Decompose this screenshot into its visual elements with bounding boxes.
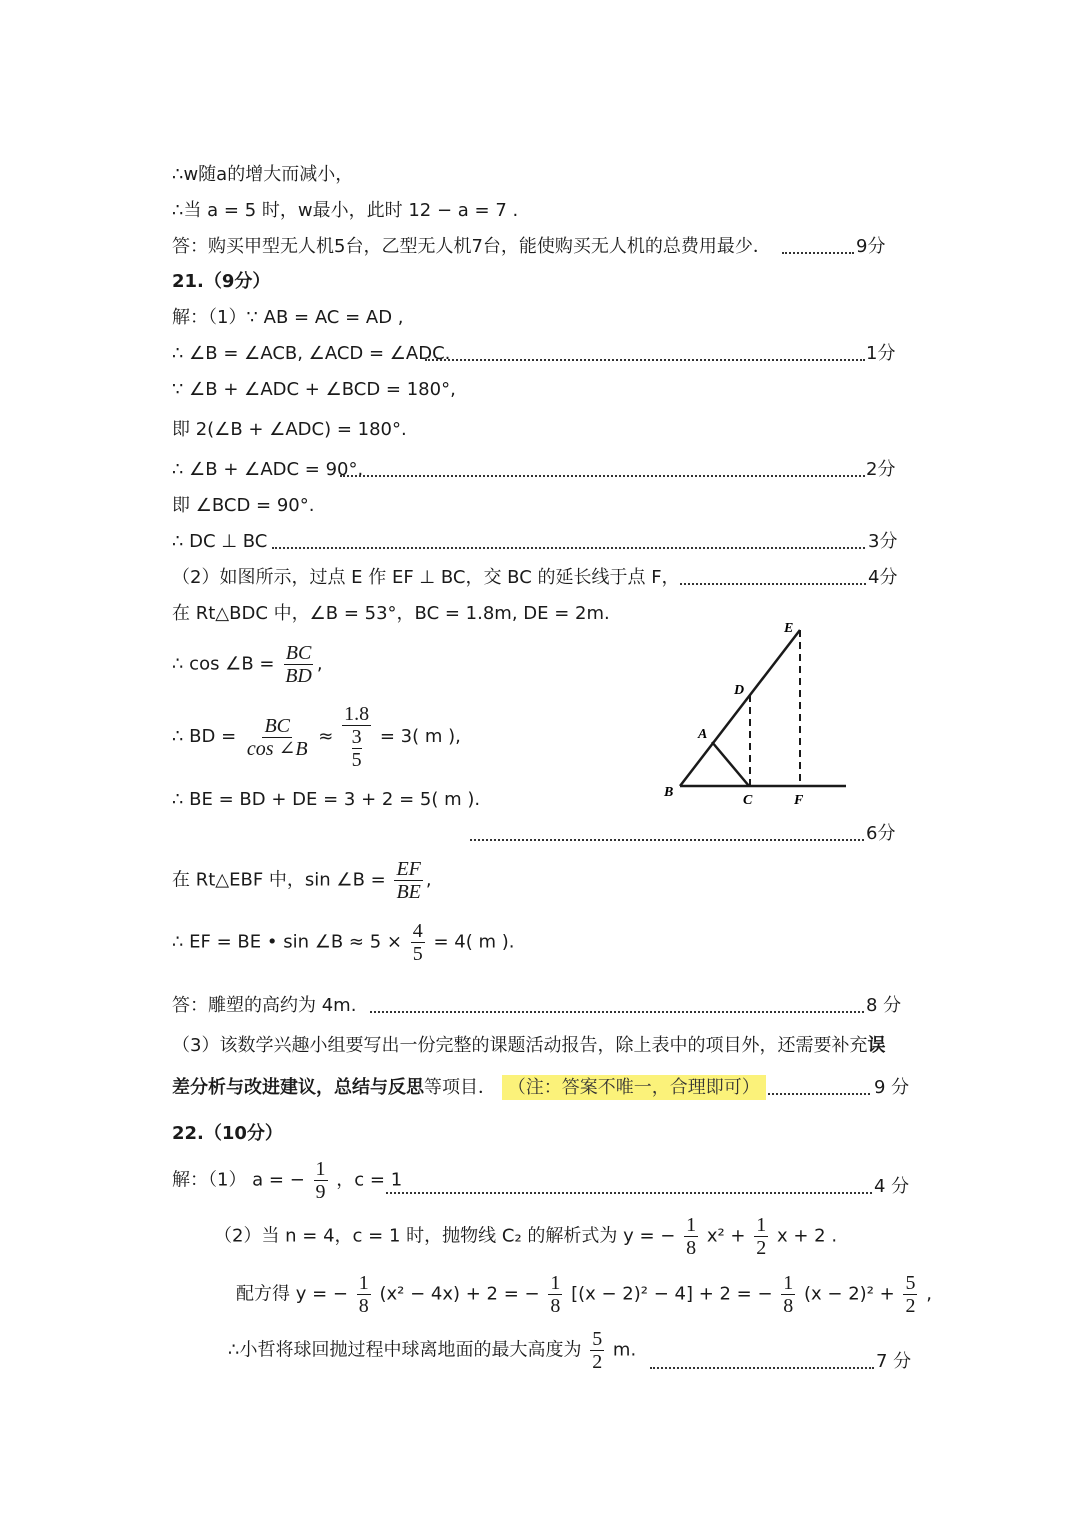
inner-numerator: 3 bbox=[351, 726, 362, 748]
fraction bbox=[394, 858, 422, 903]
text-line: 答：雕塑的高约为 4m. bbox=[172, 995, 357, 1016]
formula-middle: (x − 2)² + bbox=[804, 1283, 895, 1305]
point-label-c: C bbox=[743, 793, 753, 808]
denominator: 8 bbox=[783, 1295, 794, 1317]
text-line: 答：购买甲型无人机5台，乙型无人机7台，能使购买无人机的总费用最少． bbox=[172, 236, 771, 257]
fraction bbox=[357, 1272, 371, 1317]
formula-suffix: , bbox=[926, 1283, 932, 1305]
formula-a bbox=[172, 1158, 402, 1203]
formula-prefix: ∴小哲将球回抛过程中球离地面的最大高度为 bbox=[228, 1339, 582, 1361]
numerator: 4 bbox=[412, 920, 423, 942]
formula-prefix: ∴ EF = BE • sin ∠B ≈ 5 × bbox=[172, 931, 402, 953]
question-header: 21.（9分） bbox=[172, 271, 271, 292]
text-line: 在 Rt△BDC 中，∠B = 53°，BC = 1.8m, DE = 2m. bbox=[172, 603, 610, 624]
denominator: 8 bbox=[358, 1295, 369, 1317]
text-segment: （3）该数学兴趣小组要写出一份完整的课题活动报告，除上表中的项目外，还需要补充 bbox=[172, 1035, 868, 1056]
formula-middle: (x² − 4x) + 2 = − bbox=[379, 1283, 540, 1305]
bold-text: 误 bbox=[867, 1035, 886, 1056]
text-line: ∴w随a的增大而减小， bbox=[172, 164, 354, 185]
point-label-e: E bbox=[784, 621, 794, 636]
text-line: ∴当 a = 5 时，w最小，此时 12 − a = 7 . bbox=[172, 200, 519, 221]
text-line: ∴ ∠B = ∠ACB, ∠ACD = ∠ADC. bbox=[172, 343, 451, 364]
text-line: ∴ DC ⊥ BC bbox=[172, 531, 268, 552]
score-label: 6分 bbox=[866, 823, 896, 844]
score-leader bbox=[370, 1011, 864, 1013]
fraction bbox=[245, 715, 310, 760]
formula-c2 bbox=[214, 1214, 837, 1259]
formula-cos: ∴ cos ∠B = $\frac{BC}{BD}$ , bbox=[172, 642, 323, 687]
numerator: 1 bbox=[550, 1272, 561, 1294]
text-line: 解：（1）∵ AB = AC = AD , bbox=[172, 307, 404, 328]
fraction bbox=[903, 1272, 917, 1317]
score-label: 9分 bbox=[856, 236, 886, 257]
formula-suffix: ，c = 1 bbox=[336, 1169, 403, 1191]
formula-middle: x² + bbox=[706, 1225, 746, 1247]
point-label-b: B bbox=[664, 785, 674, 800]
geometry-figure bbox=[650, 612, 870, 812]
numerator: 1 bbox=[686, 1214, 697, 1236]
numerator: 5 bbox=[592, 1328, 603, 1350]
formula-suffix: = 3( m ), bbox=[379, 726, 461, 747]
formula-complete-square bbox=[236, 1272, 932, 1317]
formula-prefix: 解：（1） a = − bbox=[172, 1169, 305, 1191]
compound-fraction bbox=[342, 703, 371, 771]
formula-max-height bbox=[228, 1328, 636, 1373]
highlighted-note: （注：答案不唯一，合理即可） bbox=[502, 1075, 766, 1100]
line-be bbox=[680, 630, 800, 786]
formula-suffix: = 4( m ). bbox=[433, 931, 515, 953]
text-line bbox=[172, 1034, 885, 1058]
numerator: 1 bbox=[315, 1158, 326, 1180]
formula-prefix: 配方得 y = − bbox=[236, 1283, 348, 1305]
text-segment: 等项目． bbox=[424, 1077, 496, 1098]
numerator: BC bbox=[285, 642, 312, 664]
fraction bbox=[590, 1328, 604, 1373]
point-label-a: A bbox=[698, 727, 708, 742]
text-line: ∴ BE = BD + DE = 3 + 2 = 5( m ). bbox=[172, 789, 481, 810]
score-leader bbox=[425, 359, 865, 361]
text-line: 即 ∠BCD = 90°. bbox=[172, 495, 315, 516]
score-label: 4分 bbox=[868, 567, 898, 588]
denominator: 5 bbox=[412, 943, 423, 965]
bold-text: 差分析与改进建议，总结与反思 bbox=[172, 1077, 424, 1098]
numerator: EF bbox=[396, 858, 421, 880]
fraction bbox=[411, 920, 425, 965]
numerator: 1 bbox=[783, 1272, 794, 1294]
formula-prefix: ∴ cos ∠B = bbox=[172, 653, 275, 675]
fraction bbox=[548, 1272, 562, 1317]
segment-ac bbox=[712, 742, 749, 786]
score-leader bbox=[340, 475, 865, 477]
score-label: 2分 bbox=[866, 459, 896, 480]
score-leader bbox=[782, 252, 854, 254]
formula-bd bbox=[172, 703, 461, 771]
fraction bbox=[781, 1272, 795, 1317]
denominator: 8 bbox=[550, 1295, 561, 1317]
point-label-f: F bbox=[794, 793, 804, 808]
denominator: 8 bbox=[686, 1237, 697, 1259]
score-label: 9 分 bbox=[874, 1077, 910, 1098]
fraction bbox=[754, 1214, 768, 1259]
formula-prefix: 在 Rt△EBF 中，sin ∠B = bbox=[172, 869, 386, 891]
score-label: 4 分 bbox=[874, 1176, 910, 1197]
point-label-d: D bbox=[734, 683, 745, 698]
fraction bbox=[314, 1158, 328, 1203]
inner-denominator: 5 bbox=[351, 749, 362, 771]
denominator: cos ∠B bbox=[246, 737, 308, 760]
approx-sign: ≈ bbox=[318, 726, 334, 747]
formula-suffix: x + 2 . bbox=[776, 1225, 838, 1247]
fraction bbox=[684, 1214, 698, 1259]
denominator: 2 bbox=[905, 1295, 916, 1317]
score-label: 1分 bbox=[866, 343, 896, 364]
formula-prefix: ∴ BD = bbox=[172, 726, 237, 747]
numerator: 1 bbox=[756, 1214, 767, 1236]
numerator: 1.8 bbox=[344, 703, 370, 725]
numerator: BC bbox=[264, 714, 291, 737]
text-line: ∵ ∠B + ∠ADC + ∠BCD = 180°, bbox=[172, 379, 456, 400]
fraction bbox=[283, 642, 314, 687]
score-leader bbox=[272, 547, 865, 549]
denominator: 2 bbox=[592, 1351, 603, 1373]
score-leader bbox=[650, 1367, 874, 1369]
score-leader bbox=[470, 839, 864, 841]
denominator: 9 bbox=[315, 1181, 326, 1203]
formula-ef bbox=[172, 920, 514, 965]
formula-sin: 在 Rt△EBF 中，sin ∠B = $\frac{EF}{BE}$ , bbox=[172, 858, 432, 903]
denominator: BD bbox=[285, 665, 312, 687]
denominator bbox=[350, 726, 364, 771]
formula-prefix: （2）当 n = 4，c = 1 时，抛物线 C₂ 的解析式为 y = − bbox=[214, 1225, 676, 1247]
score-leader bbox=[386, 1192, 872, 1194]
score-leader bbox=[768, 1093, 870, 1095]
formula-middle: [(x − 2)² − 4] + 2 = − bbox=[571, 1283, 773, 1305]
question-header: 22.（10分） bbox=[172, 1123, 283, 1144]
score-label: 7 分 bbox=[876, 1351, 912, 1372]
text-line: ∴ ∠B + ∠ADC = 90°. bbox=[172, 459, 364, 480]
numerator: 1 bbox=[358, 1272, 369, 1294]
score-label: 3分 bbox=[868, 531, 898, 552]
text-line: （2）如图所示，过点 E 作 EF ⊥ BC，交 BC 的延长线于点 F， bbox=[172, 567, 680, 588]
formula-suffix: m. bbox=[612, 1339, 637, 1361]
numerator: 5 bbox=[905, 1272, 916, 1294]
denominator: BE bbox=[396, 881, 421, 903]
score-leader bbox=[680, 583, 866, 585]
text-line bbox=[172, 1076, 766, 1100]
text-line: 即 2(∠B + ∠ADC) = 180°. bbox=[172, 419, 407, 440]
denominator: 2 bbox=[756, 1237, 767, 1259]
score-label: 8 分 bbox=[866, 995, 902, 1016]
